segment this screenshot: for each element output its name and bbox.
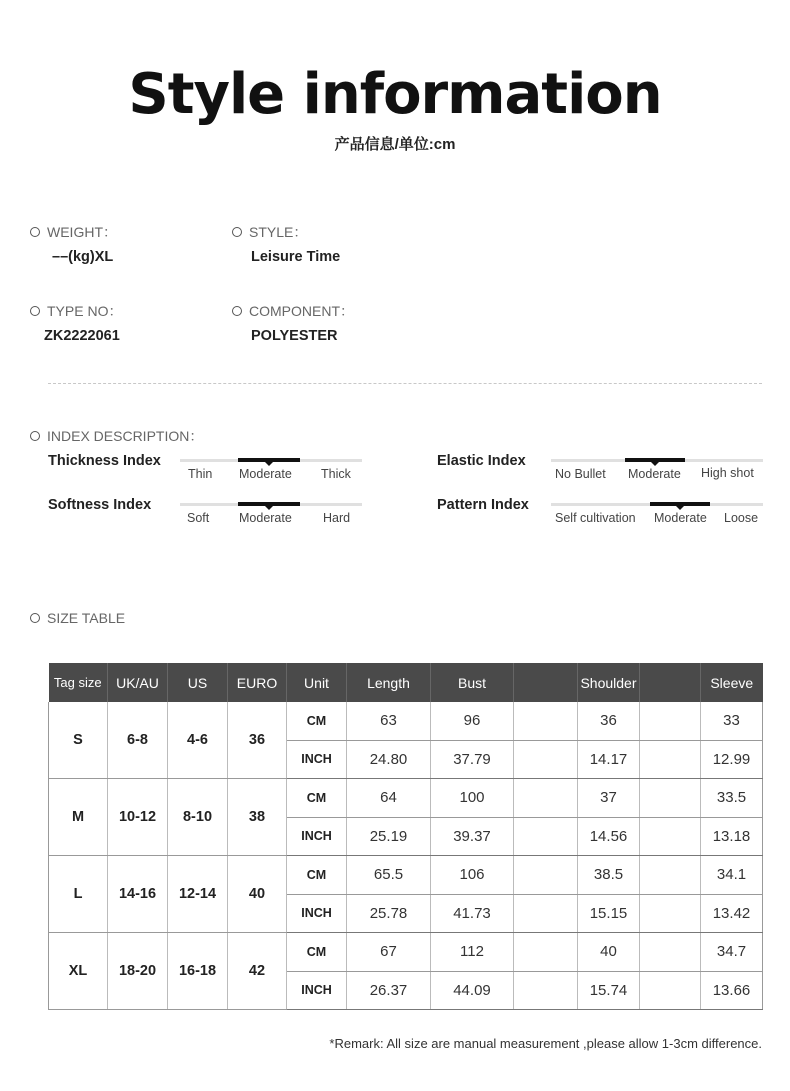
empty-cell bbox=[640, 971, 701, 1010]
ukau-cell: 10-12 bbox=[108, 779, 168, 856]
circle-bullet-icon bbox=[232, 306, 242, 316]
softness-scale bbox=[180, 503, 362, 523]
pattern-scale bbox=[551, 503, 763, 523]
column-header: Shoulder bbox=[578, 663, 640, 702]
softness-index-name: Softness Index bbox=[48, 497, 152, 513]
divider bbox=[48, 383, 762, 384]
shoulder-cell: 36 bbox=[578, 702, 640, 740]
column-header: US bbox=[168, 663, 228, 702]
empty-cell bbox=[640, 817, 701, 856]
size-table-label: SIZE TABLE bbox=[47, 610, 126, 626]
bust-cell: 96 bbox=[431, 702, 514, 740]
circle-bullet-icon bbox=[30, 227, 40, 237]
sleeve-cell: 13.18 bbox=[701, 817, 763, 856]
table-row bbox=[49, 933, 763, 972]
length-cell: 25.78 bbox=[347, 894, 431, 933]
euro-cell: 40 bbox=[228, 856, 287, 933]
pattern-index-name: Pattern Index bbox=[437, 497, 529, 513]
shoulder-cell: 15.15 bbox=[578, 894, 640, 933]
unit-cell: INCH bbox=[287, 740, 347, 779]
tag-size-cell: L bbox=[49, 856, 108, 933]
scale-option: Moderate bbox=[654, 511, 707, 525]
bust-cell: 100 bbox=[431, 779, 514, 818]
circle-bullet-icon bbox=[30, 431, 40, 441]
page-subtitle: 产品信息/单位:cm bbox=[334, 136, 456, 153]
empty-cell bbox=[514, 856, 578, 895]
empty-cell bbox=[514, 817, 578, 856]
tag-size-cell: XL bbox=[49, 933, 108, 1010]
thickness-index-name: Thickness Index bbox=[48, 453, 161, 469]
column-header: Unit bbox=[287, 663, 347, 702]
component-label: COMPONENT： bbox=[249, 303, 354, 319]
length-cell: 24.80 bbox=[347, 740, 431, 779]
unit-cell: INCH bbox=[287, 894, 347, 933]
ukau-cell: 14-16 bbox=[108, 856, 168, 933]
table-row bbox=[49, 856, 763, 895]
scale-option: Moderate bbox=[239, 467, 292, 481]
bust-cell: 112 bbox=[431, 933, 514, 972]
sleeve-cell: 34.7 bbox=[701, 933, 763, 972]
unit-cell: CM bbox=[287, 702, 347, 740]
bust-cell: 44.09 bbox=[431, 971, 514, 1010]
scale-option: Soft bbox=[187, 511, 210, 525]
unit-cell: INCH bbox=[287, 971, 347, 1010]
sleeve-cell: 13.66 bbox=[701, 971, 763, 1010]
type-value: ZK2222061 bbox=[44, 328, 120, 344]
page-title: Style information bbox=[128, 62, 662, 127]
empty-cell bbox=[640, 779, 701, 818]
ukau-cell: 18-20 bbox=[108, 933, 168, 1010]
column-header: EURO bbox=[228, 663, 287, 702]
sleeve-cell: 12.99 bbox=[701, 740, 763, 779]
scale-option: Hard bbox=[323, 511, 351, 525]
euro-cell: 38 bbox=[228, 779, 287, 856]
column-header bbox=[514, 663, 578, 702]
empty-cell bbox=[514, 740, 578, 779]
empty-cell bbox=[514, 779, 578, 818]
remark-note: *Remark: All size are manual measurement ,please allow 1-3cm difference. bbox=[329, 1036, 762, 1051]
scale-option: No Bullet bbox=[555, 467, 606, 481]
table-row bbox=[49, 702, 763, 740]
bust-cell: 39.37 bbox=[431, 817, 514, 856]
index-description-label-row bbox=[30, 426, 203, 446]
column-header: Sleeve bbox=[701, 663, 763, 702]
empty-cell bbox=[640, 894, 701, 933]
shoulder-cell: 38.5 bbox=[578, 856, 640, 895]
tag-size-cell: S bbox=[49, 702, 108, 779]
size-table bbox=[48, 663, 763, 1010]
shoulder-cell: 15.74 bbox=[578, 971, 640, 1010]
shoulder-cell: 14.17 bbox=[578, 740, 640, 779]
elastic-index-name: Elastic Index bbox=[437, 453, 526, 469]
component-label-row bbox=[232, 301, 354, 321]
circle-bullet-icon bbox=[30, 306, 40, 316]
empty-cell bbox=[514, 971, 578, 1010]
empty-cell bbox=[514, 702, 578, 740]
scale-pointer-icon bbox=[676, 506, 684, 510]
us-cell: 16-18 bbox=[168, 933, 228, 1010]
us-cell: 12-14 bbox=[168, 856, 228, 933]
ukau-cell: 6-8 bbox=[108, 702, 168, 779]
index-description-label: INDEX DESCRIPTION： bbox=[47, 428, 204, 444]
empty-cell bbox=[514, 933, 578, 972]
sleeve-cell: 34.1 bbox=[701, 856, 763, 895]
weight-value: ––(kg)XL bbox=[52, 249, 114, 265]
type-label: TYPE NO： bbox=[47, 303, 123, 319]
unit-cell: CM bbox=[287, 779, 347, 818]
tag-size-cell: M bbox=[49, 779, 108, 856]
thickness-scale bbox=[180, 459, 362, 479]
sleeve-cell: 13.42 bbox=[701, 894, 763, 933]
scale-option: Moderate bbox=[628, 467, 681, 481]
size-table-label-row bbox=[30, 610, 125, 626]
length-cell: 67 bbox=[347, 933, 431, 972]
sleeve-cell: 33.5 bbox=[701, 779, 763, 818]
elastic-scale bbox=[551, 459, 763, 479]
column-header bbox=[640, 663, 701, 702]
weight-label: WEIGHT： bbox=[47, 224, 117, 240]
euro-cell: 36 bbox=[228, 702, 287, 779]
unit-cell: CM bbox=[287, 856, 347, 895]
type-label-row bbox=[30, 301, 122, 321]
shoulder-cell: 37 bbox=[578, 779, 640, 818]
length-cell: 63 bbox=[347, 702, 431, 740]
euro-cell: 42 bbox=[228, 933, 287, 1010]
scale-option: High shot bbox=[701, 466, 754, 480]
shoulder-cell: 14.56 bbox=[578, 817, 640, 856]
us-cell: 4-6 bbox=[168, 702, 228, 779]
empty-cell bbox=[640, 702, 701, 740]
style-value: Leisure Time bbox=[251, 249, 341, 265]
table-row bbox=[49, 779, 763, 818]
column-header: UK/AU bbox=[108, 663, 168, 702]
length-cell: 64 bbox=[347, 779, 431, 818]
table-header-row bbox=[49, 663, 763, 702]
scale-option: Moderate bbox=[239, 511, 292, 525]
circle-bullet-icon bbox=[232, 227, 242, 237]
component-value: POLYESTER bbox=[251, 328, 338, 344]
column-header: Length bbox=[347, 663, 431, 702]
scale-pointer-icon bbox=[265, 506, 273, 510]
length-cell: 25.19 bbox=[347, 817, 431, 856]
bust-cell: 106 bbox=[431, 856, 514, 895]
scale-option: Loose bbox=[724, 511, 759, 525]
circle-bullet-icon bbox=[30, 613, 40, 623]
empty-cell bbox=[640, 856, 701, 895]
scale-option: Thick bbox=[321, 467, 351, 481]
column-header: Bust bbox=[431, 663, 514, 702]
shoulder-cell: 40 bbox=[578, 933, 640, 972]
unit-cell: INCH bbox=[287, 817, 347, 856]
column-header: Tag size bbox=[49, 663, 108, 702]
scale-option: Self cultivation bbox=[555, 511, 636, 525]
unit-cell: CM bbox=[287, 933, 347, 972]
scale-pointer-icon bbox=[265, 462, 273, 466]
bust-cell: 37.79 bbox=[431, 740, 514, 779]
empty-cell bbox=[514, 894, 578, 933]
style-label: STYLE： bbox=[249, 224, 308, 240]
sleeve-cell: 33 bbox=[701, 702, 763, 740]
scale-option: Thin bbox=[188, 467, 213, 481]
scale-pointer-icon bbox=[651, 462, 659, 466]
empty-cell bbox=[640, 740, 701, 779]
style-label-row bbox=[232, 222, 307, 242]
empty-cell bbox=[640, 933, 701, 972]
length-cell: 26.37 bbox=[347, 971, 431, 1010]
length-cell: 65.5 bbox=[347, 856, 431, 895]
bust-cell: 41.73 bbox=[431, 894, 514, 933]
us-cell: 8-10 bbox=[168, 779, 228, 856]
weight-label-row bbox=[30, 222, 117, 242]
